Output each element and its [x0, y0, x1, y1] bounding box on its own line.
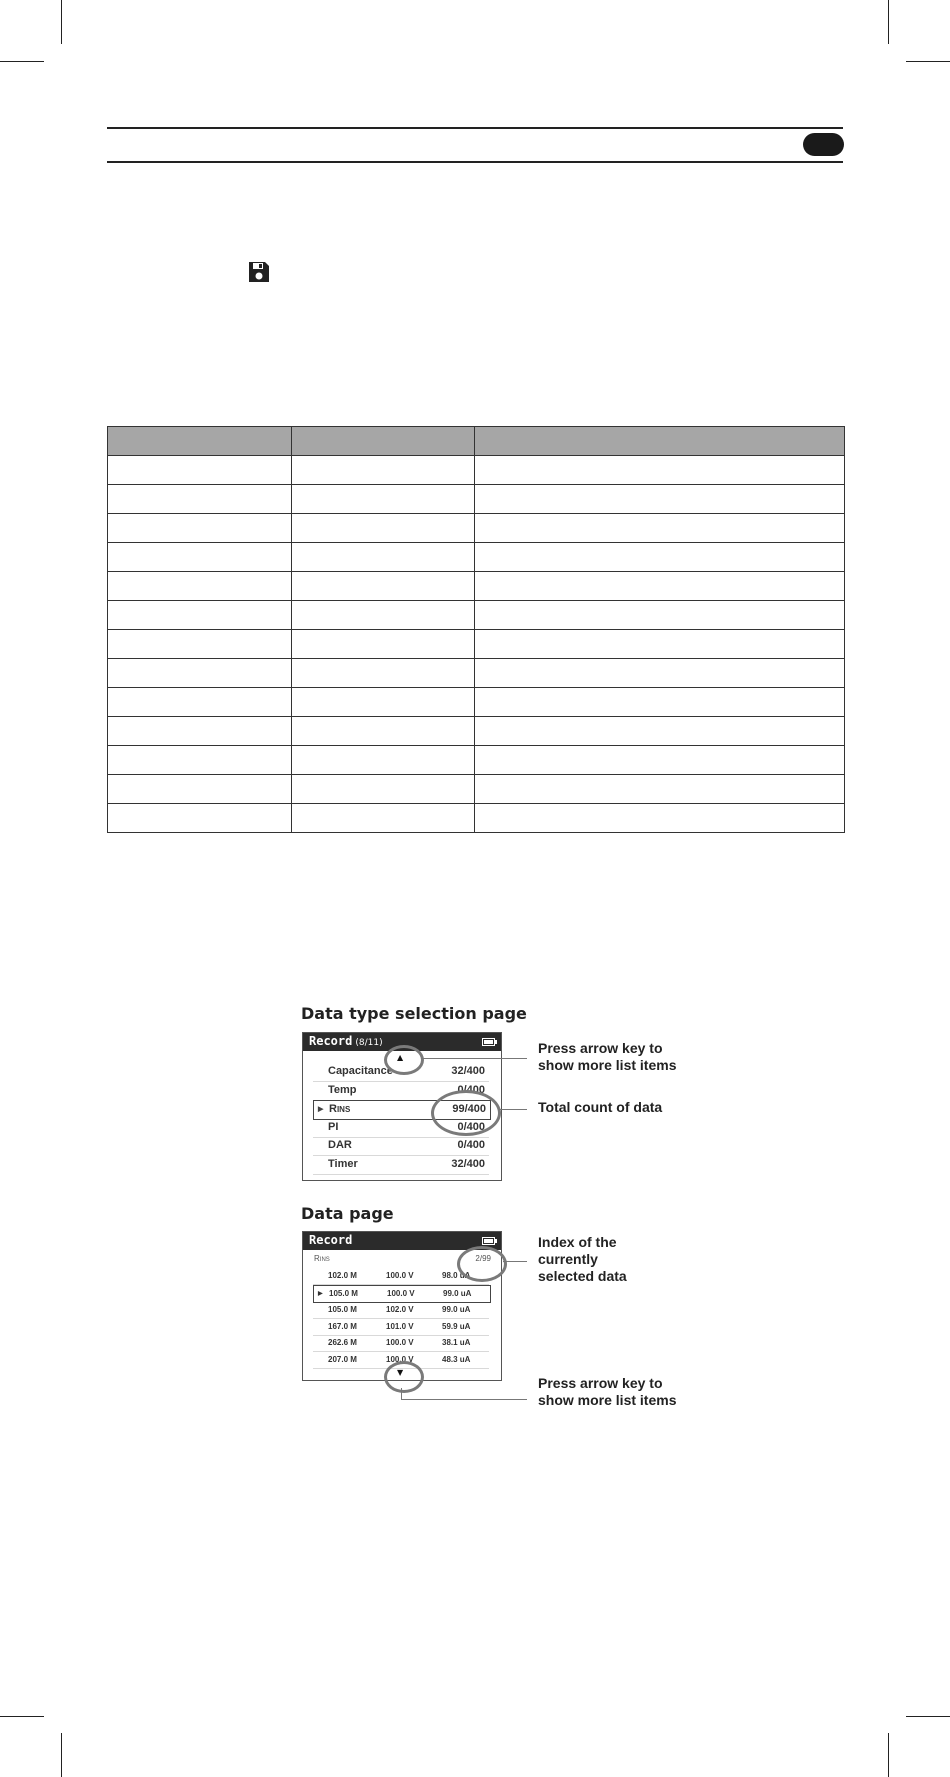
- screen-title: Record (8/11): [309, 1034, 383, 1048]
- table-row: [108, 804, 845, 833]
- header-rule-bottom: [107, 161, 843, 163]
- table-row: [108, 746, 845, 775]
- highlight-ring-total-count: [431, 1090, 501, 1136]
- highlight-ring-index: [457, 1246, 507, 1282]
- header-rule-top: [107, 127, 843, 129]
- list-item[interactable]: DAR 0/400: [313, 1137, 489, 1156]
- figure2-title: Data page: [301, 1204, 394, 1223]
- arrow-down-icon[interactable]: ▼: [397, 1368, 404, 1377]
- callout-leader: [401, 1388, 402, 1399]
- crop-mark: [888, 0, 889, 44]
- list-item-selected[interactable]: ▶ RINS 99/400: [313, 1100, 491, 1120]
- table-row: [108, 456, 845, 485]
- callout-leader: [503, 1261, 527, 1262]
- pointer-triangle-icon: ▶: [318, 1106, 324, 1113]
- table-row: [108, 659, 845, 688]
- callout-leader: [421, 1058, 527, 1059]
- table-row[interactable]: 262.6 M 100.0 V 38.1 uA: [313, 1335, 489, 1352]
- callout-index: Index of the currently selected data: [538, 1234, 627, 1284]
- crop-mark: [61, 1733, 62, 1777]
- battery-icon: [482, 1038, 495, 1046]
- table-row: [108, 572, 845, 601]
- table-row: [108, 717, 845, 746]
- crop-mark: [61, 0, 62, 44]
- screen-title: Record: [309, 1233, 353, 1247]
- list-item[interactable]: PI 0/400: [313, 1119, 489, 1138]
- table-row: [108, 514, 845, 543]
- callout-leader: [499, 1109, 527, 1110]
- callout-total-count: Total count of data: [538, 1099, 663, 1115]
- list-item[interactable]: Capacitance 32/400: [313, 1063, 489, 1082]
- data-index: 2/99: [475, 1254, 491, 1263]
- language-badge: [803, 133, 844, 156]
- table-row: [108, 485, 845, 514]
- pointer-triangle-icon: ▶: [318, 1291, 323, 1297]
- table-row: [108, 630, 845, 659]
- callout-arrow-key: Press arrow key to show more list items: [538, 1375, 677, 1408]
- data-table: [107, 426, 845, 833]
- table-row[interactable]: 207.0 M 100.0 V 48.3 uA: [313, 1352, 489, 1369]
- callout-arrow-key: Press arrow key to show more list items: [538, 1040, 677, 1073]
- table-row: [108, 543, 845, 572]
- table-row: [108, 775, 845, 804]
- data-type-label: RINS: [314, 1254, 330, 1263]
- table-row[interactable]: 102.0 M 100.0 V 98.0 uA: [313, 1268, 489, 1285]
- list-item[interactable]: Temp 0/400: [313, 1082, 489, 1101]
- table-row[interactable]: 167.0 M 101.0 V 59.9 uA: [313, 1319, 489, 1336]
- crop-mark: [906, 1716, 950, 1717]
- figure1-title: Data type selection page: [301, 1004, 527, 1023]
- table-header-row: [108, 427, 845, 456]
- battery-icon: [482, 1237, 495, 1245]
- arrow-up-icon[interactable]: ▲: [397, 1053, 404, 1062]
- table-row: [108, 601, 845, 630]
- highlight-ring-down-arrow: [384, 1361, 424, 1393]
- floppy-disk-icon: [248, 261, 270, 283]
- table-row: [108, 688, 845, 717]
- list-item[interactable]: Timer 32/400: [313, 1156, 489, 1175]
- crop-mark: [0, 1716, 44, 1717]
- table-row-selected[interactable]: ▶ 105.0 M 100.0 V 99.0 uA: [313, 1285, 491, 1303]
- record-counter: (8/11): [355, 1038, 383, 1048]
- table-row[interactable]: 105.0 M 102.0 V 99.0 uA: [313, 1302, 489, 1319]
- crop-mark: [0, 61, 44, 62]
- callout-leader: [401, 1399, 527, 1400]
- crop-mark: [906, 61, 950, 62]
- highlight-ring-up-arrow: [384, 1045, 424, 1075]
- crop-mark: [888, 1733, 889, 1777]
